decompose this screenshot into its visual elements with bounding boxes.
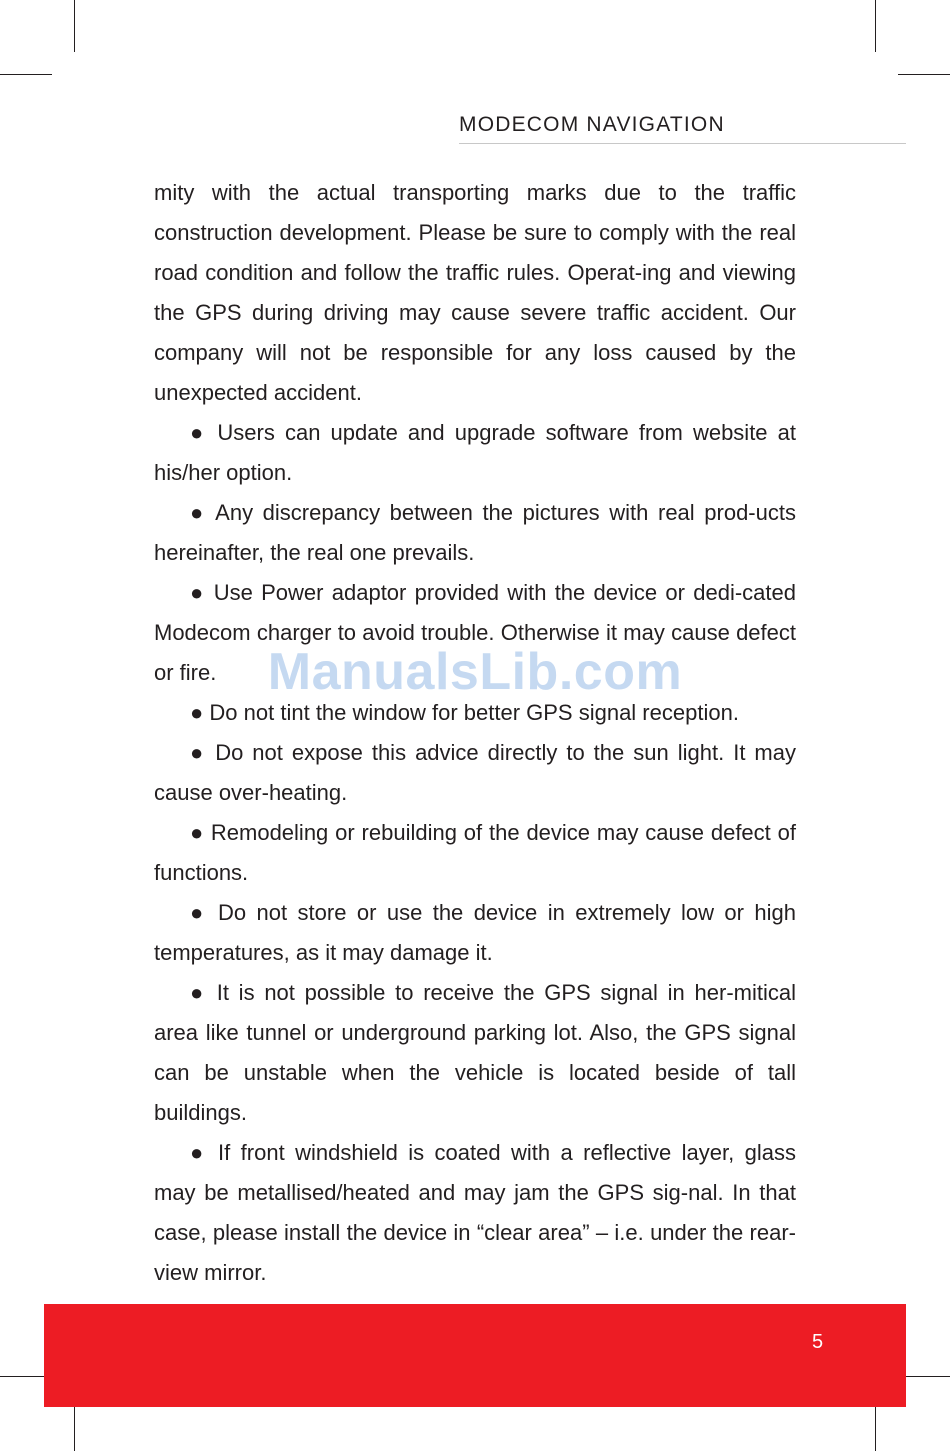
bullet-item-pictures-discrepancy	[154, 493, 796, 573]
bullet-icon: ●	[190, 740, 207, 765]
bullet-text: Do not expose this advice directly to the sun light. It may cause over-heating.	[154, 740, 796, 805]
bullet-item-gps-signal-area	[154, 973, 796, 1133]
bullet-icon: ●	[190, 900, 208, 925]
running-header: MODECOM NAVIGATION	[459, 113, 725, 136]
bullet-icon: ●	[190, 820, 205, 845]
bullet-icon: ●	[190, 1140, 208, 1165]
bullet-icon: ●	[190, 700, 204, 725]
page-number: 5	[812, 1331, 824, 1353]
bullet-icon: ●	[190, 580, 206, 605]
watermark: ManualsLib.com	[267, 643, 683, 701]
crop-mark-top-left-horizontal	[0, 74, 52, 75]
bullet-item-power-adaptor	[154, 573, 796, 693]
bullet-text: If front windshield is coated with a reflective layer, glass may be metallised/heated and may jam the GPS sig-nal. In that case, please install the device in “clear area” – i.e. under the rear-view mirror.	[154, 1140, 796, 1285]
intro-paragraph: mity with the actual transporting marks due to the traffic construction development. Please be sure to comply with the real road condition and follow the traffic rules. Operat-ing and viewing the GPS during driving may cause severe traffic accident. Our company will not be responsible for any loss caused by the unexpected accident.	[154, 180, 796, 405]
bullet-text: Do not store or use the device in extremely low or high temperatures, as it may damage it.	[154, 900, 796, 965]
header-rule	[459, 143, 906, 144]
bullet-icon: ●	[190, 980, 207, 1005]
bullet-text: It is not possible to receive the GPS signal in her-mitical area like tunnel or underground parking lot. Also, the GPS signal can be unstable when the vehicle is located beside of tall buildings.	[154, 980, 796, 1125]
footer-band	[44, 1304, 906, 1407]
bullet-item-windshield	[154, 1133, 796, 1293]
crop-mark-top-right-horizontal	[898, 74, 950, 75]
bullet-icon: ●	[190, 420, 208, 445]
page-body	[154, 173, 796, 1293]
bullet-item-temperature	[154, 893, 796, 973]
bullet-item-software-update	[154, 413, 796, 493]
bullet-item-window-tint	[154, 693, 796, 733]
bullet-text: Users can update and upgrade software from website at his/her option.	[154, 420, 796, 485]
bullet-icon: ●	[190, 500, 207, 525]
bullet-text: Remodeling or rebuilding of the device may cause defect of functions.	[154, 820, 796, 885]
bullet-text: Do not tint the window for better GPS signal reception.	[209, 700, 739, 725]
crop-mark-top-right-vertical	[875, 0, 876, 52]
crop-mark-top-left-vertical	[74, 0, 75, 52]
bullet-item-remodeling	[154, 813, 796, 893]
bullet-text: Use Power adaptor provided with the device or dedi-cated Modecom charger to avoid trouble. Otherwise it may cause defect or fire.	[154, 580, 796, 685]
bullet-text: Any discrepancy between the pictures with real prod-ucts hereinafter, the real one prevails.	[154, 500, 796, 565]
bullet-item-sun-exposure	[154, 733, 796, 813]
